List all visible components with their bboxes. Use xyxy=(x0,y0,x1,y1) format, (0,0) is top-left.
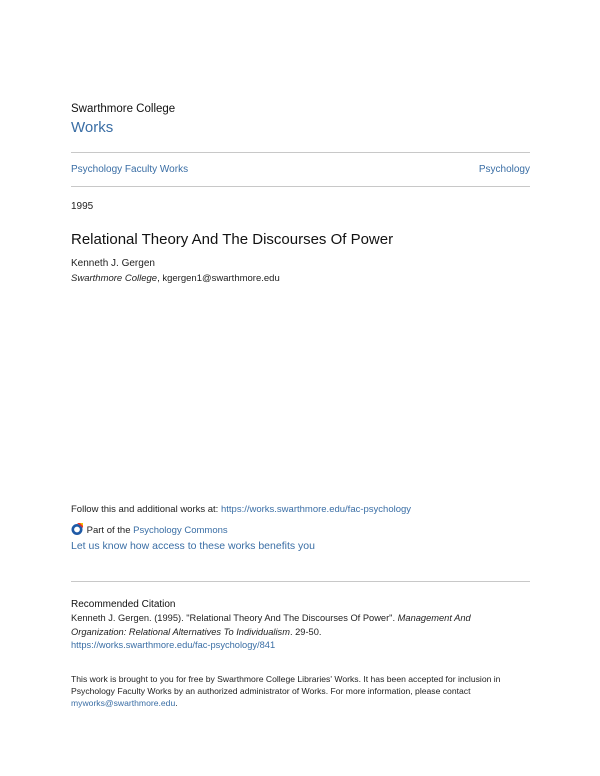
author-affiliation: Swarthmore College, kgergen1@swarthmore.edu xyxy=(71,273,280,284)
follow-line xyxy=(71,504,411,515)
citation-url[interactable]: https://works.swarthmore.edu/fac-psychology/841 xyxy=(71,640,276,650)
divider xyxy=(71,152,530,153)
commons-link[interactable]: Psychology Commons xyxy=(133,525,228,536)
citation-source-1: Management And xyxy=(397,613,471,623)
feedback-link[interactable]: Let us know how access to these works benefits you xyxy=(71,540,315,552)
citation-source-2: Organization: Relational Alternatives To Individualism xyxy=(71,626,290,637)
divider xyxy=(71,581,530,582)
repository-link[interactable]: Works xyxy=(71,119,114,136)
citation-pages: . 29-50. xyxy=(289,626,322,637)
citation-heading: Recommended Citation xyxy=(71,599,176,610)
affiliation: Swarthmore College xyxy=(71,273,158,284)
department-link[interactable]: Psychology xyxy=(478,164,530,175)
citation-body xyxy=(71,612,471,653)
publication-year: 1995 xyxy=(71,201,94,212)
footer-period: . xyxy=(175,698,178,708)
follow-url[interactable]: https://works.swarthmore.edu/fac-psychology xyxy=(220,504,412,515)
author-email: kgergen1@swarthmore.edu xyxy=(162,273,280,284)
institution-name: Swarthmore College xyxy=(71,103,176,115)
footer-notice xyxy=(71,673,500,709)
part-of-line xyxy=(71,522,228,536)
part-of-text: Part of the xyxy=(86,525,134,536)
collection-link[interactable]: Psychology Faculty Works xyxy=(71,164,189,175)
bepress-commons-icon xyxy=(71,522,84,535)
contact-email-link[interactable]: myworks@swarthmore.edu xyxy=(71,698,176,708)
document-title: Relational Theory And The Discourses Of Power xyxy=(71,231,394,248)
follow-text: Follow this and additional works at: xyxy=(71,504,221,515)
author-name: Kenneth J. Gergen xyxy=(71,258,155,269)
citation-text: Kenneth J. Gergen. (1995). "Relational Theory And The Discourses Of Power". xyxy=(71,613,398,623)
footer-line-1: This work is brought to you for free by Swarthmore College Libraries' Works. It has been accepted for inclusion in xyxy=(71,674,501,684)
footer-line-2: Psychology Faculty Works by an authorized administrator of Works. For more information, please contact xyxy=(71,686,471,696)
divider xyxy=(71,186,530,187)
